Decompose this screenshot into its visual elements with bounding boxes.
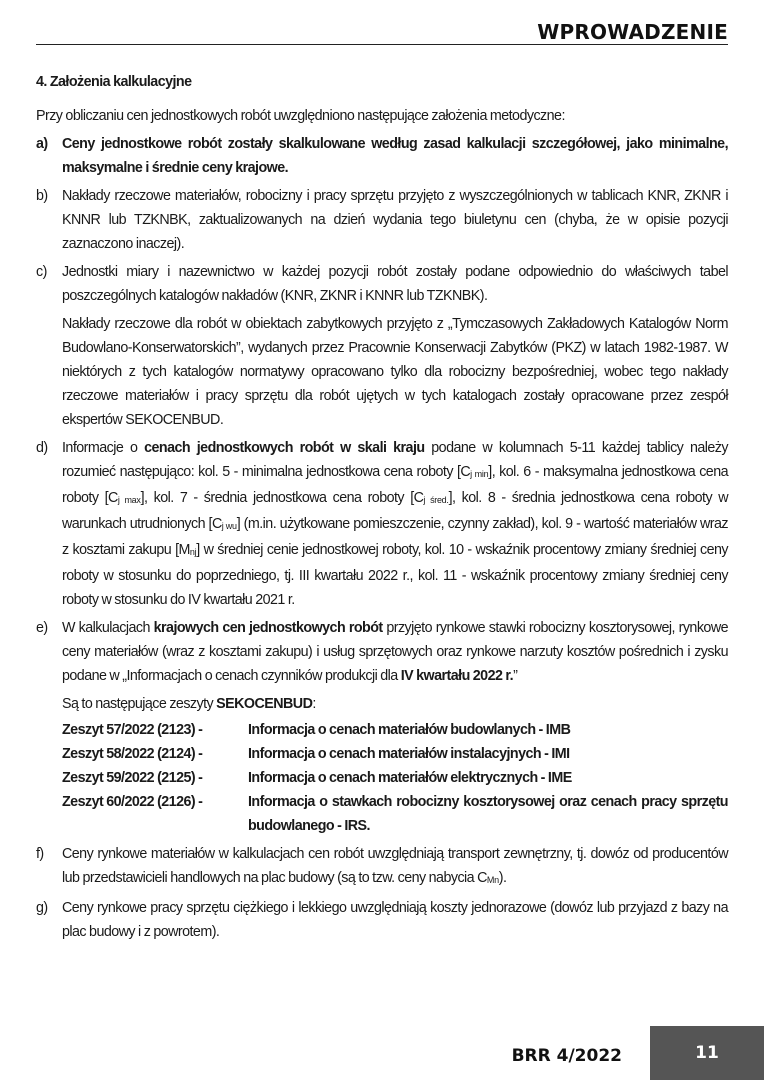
item-body	[62, 436, 728, 612]
item-body	[62, 842, 728, 892]
item-text-secondary: Nakłady rzeczowe dla robót w obiektach zabytkowych przyjęto z „Tymczasowych Zakładowych Katalogów Norm Budowlano-Konserwatorskich”, wydanych przez Pracownie Konserwacji Zabytków (PKZ) w latach 1982-1987. W niektórych z tych katalogów normatywy opracowano tylko dla robocizny bezpośredniej, wobec tego nakłady rzeczowe materiałów i pracy sprzętu dla robót ujętych w tych katalogach zostały opracowane przez zespół ekspertów SEKOCENBUD.	[62, 316, 728, 428]
zeszyt-row	[62, 718, 728, 742]
zeszyt-label: Zeszyt 58/2022 (2124) -	[62, 746, 203, 762]
text-run: ).	[498, 870, 507, 886]
item-text: Ceny jednostkowe robót zostały skalkulowane według zasad kalkulacji szczegółowej, jako minimalne, maksymalne i średnie ceny krajowe.	[62, 136, 728, 176]
zeszyt-row	[62, 766, 728, 790]
text-run: ], kol. 8 - średnia jednostkowa cena roboty w warunkach utrudnionych [C	[62, 490, 729, 532]
bold-run: cenach jednostkowych robót w skali kraju	[144, 440, 425, 456]
subscript: Mn	[486, 875, 499, 885]
header-rule	[36, 44, 728, 45]
footer-publication-code: BRR 4/2022	[511, 1046, 622, 1066]
text-run: ] w średniej cenie jednostkowej roboty, kol. 10 - wskaźnik procentowy zmiany średniej ceny roboty w stosunku do poprzedniego, tj. III kwartału 2022 r., kol. 11 - wskaźnik procentowy zmiany średniej ceny roboty w stosunku do IV kwartału 2021 r.	[62, 542, 728, 608]
zeszyt-name: Informacja o cenach materiałów budowlanych - IMB	[248, 722, 571, 738]
item-text: Ceny rynkowe pracy sprzętu ciężkiego i lekkiego uwzględniają koszty jednorazowe (dowóz lub przyjazd z bazy na plac budowy i z powrotem).	[62, 900, 728, 940]
subscript: j max	[117, 495, 141, 505]
item-body	[62, 260, 728, 432]
text-run: podane w kolumnach 5-11 każdej tablicy należy rozumieć następująco: kol. 5 - minimalna jednostkowa cena roboty [C	[62, 440, 728, 480]
zeszyty-intro	[62, 692, 728, 716]
subscript: nj	[189, 547, 197, 557]
text-run: ”	[513, 668, 518, 684]
text-run: Informacje o	[62, 440, 145, 456]
list-item-e	[36, 616, 728, 838]
list-item-b	[36, 184, 728, 256]
page-content	[36, 70, 728, 948]
subscript: j min	[470, 469, 489, 479]
zeszyt-row	[62, 742, 728, 766]
item-marker: d)	[36, 440, 48, 456]
text-run: Są to następujące zeszyty	[62, 696, 217, 712]
item-marker: f)	[36, 846, 44, 862]
text-run: W kalkulacjach	[62, 620, 154, 636]
item-marker: c)	[36, 264, 47, 280]
list-item-a	[36, 132, 728, 180]
item-marker: e)	[36, 620, 48, 636]
item-body	[62, 616, 728, 838]
text-run: ], kol. 7 - średnia jednostkowa cena roboty [C	[140, 490, 424, 506]
zeszyt-label: Zeszyt 57/2022 (2123) -	[62, 722, 203, 738]
page-number: 11	[650, 1026, 764, 1080]
text-run: :	[312, 696, 316, 712]
zeszyt-label: Zeszyt 59/2022 (2125) -	[62, 770, 203, 786]
page-footer	[0, 1026, 764, 1080]
list-item-g	[36, 896, 728, 944]
list-item-f	[36, 842, 728, 892]
item-marker: g)	[36, 900, 48, 916]
text-run: ], kol. 6 - maksymalna jednostkowa cena roboty [C	[62, 464, 728, 506]
bold-run: krajowych cen jednostkowych robót	[153, 620, 383, 636]
header-title: WPROWADZENIE	[537, 20, 728, 44]
subscript: j wu	[221, 521, 237, 531]
list-item-d	[36, 436, 728, 612]
item-text	[62, 616, 728, 688]
zeszyt-name: Informacja o cenach materiałów elektrycznych - IME	[248, 770, 572, 786]
subscript: j śred.	[423, 495, 449, 505]
item-text: Nakłady rzeczowe materiałów, robocizny i pracy sprzętu przyjęto z wyszczególnionych w tablicach KNR, ZKNR i KNNR lub TZKNBK, zaktualizowanych na dzień wydania tego biuletynu cen (chyba, że w opisie pozycji zaznaczono inaczej).	[62, 188, 728, 252]
item-marker: b)	[36, 188, 48, 204]
zeszyt-row	[62, 790, 728, 838]
list-item-c	[36, 260, 728, 432]
zeszyt-label: Zeszyt 60/2022 (2126) -	[62, 794, 203, 810]
zeszyt-list	[62, 718, 728, 838]
bold-run: IV kwartału 2022 r.	[400, 668, 514, 684]
brand-name: SEKOCENBUD	[216, 696, 313, 712]
text-run: Ceny rynkowe materiałów w kalkulacjach cen robót uwzględniają transport zewnętrzny, tj. dowóz od producentów lub przedstawicieli handlowych na plac budowy (są to tzw. ceny nabycia C	[62, 846, 728, 886]
zeszyt-name: Informacja o cenach materiałów instalacyjnych - IMI	[248, 746, 570, 762]
item-marker: a)	[36, 136, 48, 152]
zeszyt-name: Informacja o stawkach robocizny kosztorysowej oraz cenach pracy sprzętu budowlanego - IRS.	[248, 794, 728, 834]
item-text: Jednostki miary i nazewnictwo w każdej pozycji robót zostały podane odpowiednio do właściwych tabel poszczególnych katalogów nakładów (KNR, ZKNR i KNNR lub TZKNBK).	[62, 264, 728, 304]
text-run: ] (m.in. użytkowane pomieszczenie, czynny zakład), kol. 9 - wartość materiałów wraz z kosztami zakupu [M	[62, 516, 728, 558]
section-title: 4. Założenia kalkulacyjne	[36, 74, 192, 90]
text-run: przyjęto rynkowe stawki robocizny kosztorysowej, rynkowe ceny materiałów (wraz z kosztami zakupu) i usług sprzętowych oraz rynkowe narzuty kosztów pośrednich i zysku podane w „Informacjach o cenach czynników produkcji dla	[62, 620, 728, 684]
section-intro: Przy obliczaniu cen jednostkowych robót uwzględniono następujące założenia metodyczne:	[36, 108, 565, 124]
